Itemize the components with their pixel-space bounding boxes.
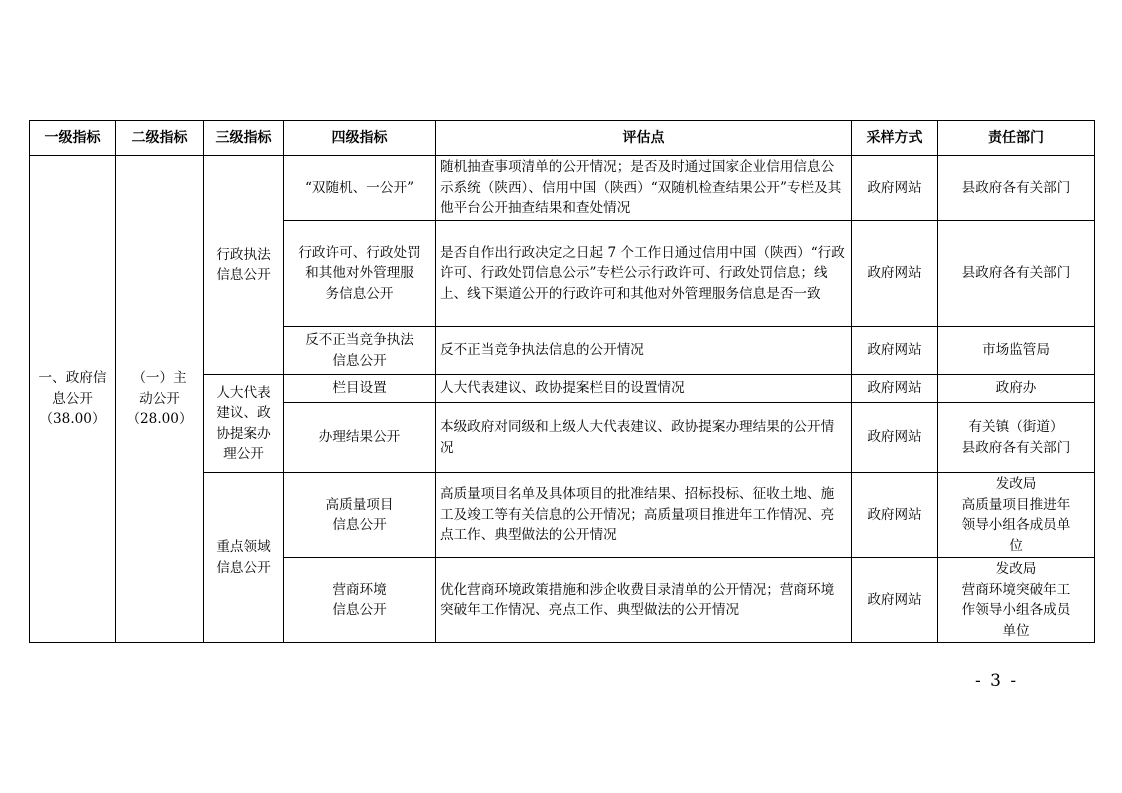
responsible-dept-cell [938, 327, 1095, 375]
level4-cell [284, 221, 436, 327]
level4-text: 信息公开 [332, 352, 387, 369]
level4-text: 栏目设置 [332, 380, 387, 397]
dept-text: 发改局 [995, 561, 1037, 577]
sampling-method-cell: 政府网站 [852, 473, 938, 558]
level4-text: 信息公开 [332, 517, 387, 533]
level2-text: （一）主 [132, 370, 187, 387]
eval-point-cell: 人大代表建议、政协提案栏目的设置情况 [436, 375, 852, 403]
eval-point-cell: 优化营商环境政策措施和涉企收费目录清单的公开情况；营商环境突破年工作情况、亮点工作、典型做法的公开情况 [436, 558, 852, 643]
eval-point-cell: 随机抽查事项清单的公开情况；是否及时通过国家企业信用信息公示系统（陕西）、信用中国（陕西）“双随机检查结果公开”专栏及其他平台公开抽查结果和查处情况 [436, 156, 852, 221]
page-number: - 3 - [975, 671, 1019, 691]
eval-point-cell: 反不正当竞争执法信息的公开情况 [436, 327, 852, 375]
level4-text: 营商环境 [332, 581, 387, 598]
level4-text: 高质量项目 [325, 496, 394, 513]
dept-text: 市场监管局 [982, 342, 1050, 359]
header-level1: 一级指标 [30, 121, 116, 156]
level3-text: 人大代表 [216, 384, 271, 401]
header-responsible-dept: 责任部门 [938, 121, 1095, 156]
responsible-dept-cell [938, 375, 1095, 403]
dept-text: 发改局 [995, 476, 1037, 492]
dept-text: 单位 [1002, 622, 1030, 639]
level2-cell [116, 156, 204, 643]
level4-cell [284, 403, 436, 473]
header-eval-point: 评估点 [436, 121, 852, 156]
header-level4: 四级指标 [284, 121, 436, 156]
responsible-dept-cell [938, 473, 1095, 558]
level4-cell [284, 156, 436, 221]
level3-cell [204, 156, 284, 375]
dept-text: 县政府各有关部门 [961, 439, 1071, 456]
level3-text: 理公开 [223, 446, 264, 462]
header-row [30, 121, 1095, 156]
eval-point-cell: 高质量项目名单及具体项目的批准结果、招标投标、征收土地、施工及竣工等有关信息的公开情况；高质量项目推进年工作情况、亮点工作、典型做法的公开情况 [436, 473, 852, 558]
level4-text: 和其他对外管理服 [305, 265, 414, 282]
level3-text: 信息公开 [216, 559, 271, 576]
header-level3: 三级指标 [204, 121, 284, 156]
dept-text: 有关镇（街道） [968, 419, 1064, 435]
level2-score: （28.00） [126, 411, 193, 428]
dept-text: 县政府各有关部门 [961, 265, 1071, 282]
level4-cell [284, 558, 436, 643]
level3-text: 重点领域 [216, 539, 271, 555]
level2-text: 动公开 [139, 390, 180, 407]
table-row [30, 156, 1095, 221]
sampling-method-cell: 政府网站 [852, 403, 938, 473]
sampling-method-cell: 政府网站 [852, 375, 938, 403]
dept-text: 位 [1009, 537, 1023, 554]
level1-cell [30, 156, 116, 643]
responsible-dept-cell [938, 403, 1095, 473]
header-level2: 二级指标 [116, 121, 204, 156]
level3-cell [204, 375, 284, 473]
sampling-method-cell: 政府网站 [852, 558, 938, 643]
header-sampling-method: 采样方式 [852, 121, 938, 156]
dept-text: 营商环境突破年工 [961, 581, 1071, 598]
level4-text: 信息公开 [332, 602, 387, 618]
level4-cell [284, 473, 436, 558]
level1-score: （38.00） [39, 411, 106, 428]
sampling-method-cell: 政府网站 [852, 327, 938, 375]
level4-cell [284, 327, 436, 375]
level1-text: 一、政府信 [38, 370, 107, 387]
level3-cell [204, 473, 284, 643]
level4-text: 办理结果公开 [318, 429, 401, 446]
dept-text: 县政府各有关部门 [961, 179, 1071, 196]
sampling-method-cell: 政府网站 [852, 156, 938, 221]
eval-point-cell: 是否自作出行政决定之日起 7 个工作日通过信用中国（陕西）“行政许可、行政处罚信息公示”专栏公示行政许可、行政处罚信息；线上、线下渠道公开的行政许可和其他对外管理服务信息是否一致 [436, 221, 852, 327]
level4-text: 反不正当竞争执法 [305, 332, 414, 348]
dept-text: 领导小组各成员单 [961, 517, 1071, 533]
level4-cell [284, 375, 436, 403]
sampling-method-cell: 政府网站 [852, 221, 938, 327]
evaluation-table [29, 120, 1095, 643]
dept-text: 作领导小组各成员 [961, 602, 1071, 618]
level3-text: 协提案办 [216, 425, 271, 442]
eval-point-cell: 本级政府对同级和上级人大代表建议、政协提案办理结果的公开情况 [436, 403, 852, 473]
level4-text: 务信息公开 [325, 285, 394, 302]
responsible-dept-cell [938, 156, 1095, 221]
dept-text: 政府办 [995, 380, 1037, 397]
level3-text: 行政执法 [216, 246, 271, 263]
level4-text: “双随机、一公开” [304, 179, 415, 196]
level4-text: 行政许可、行政处罚 [298, 244, 421, 261]
level1-text: 息公开 [52, 390, 93, 407]
dept-text: 高质量项目推进年 [961, 496, 1071, 513]
responsible-dept-cell [938, 221, 1095, 327]
responsible-dept-cell [938, 558, 1095, 643]
level3-text: 信息公开 [216, 267, 271, 283]
level3-text: 建议、政 [216, 405, 271, 421]
